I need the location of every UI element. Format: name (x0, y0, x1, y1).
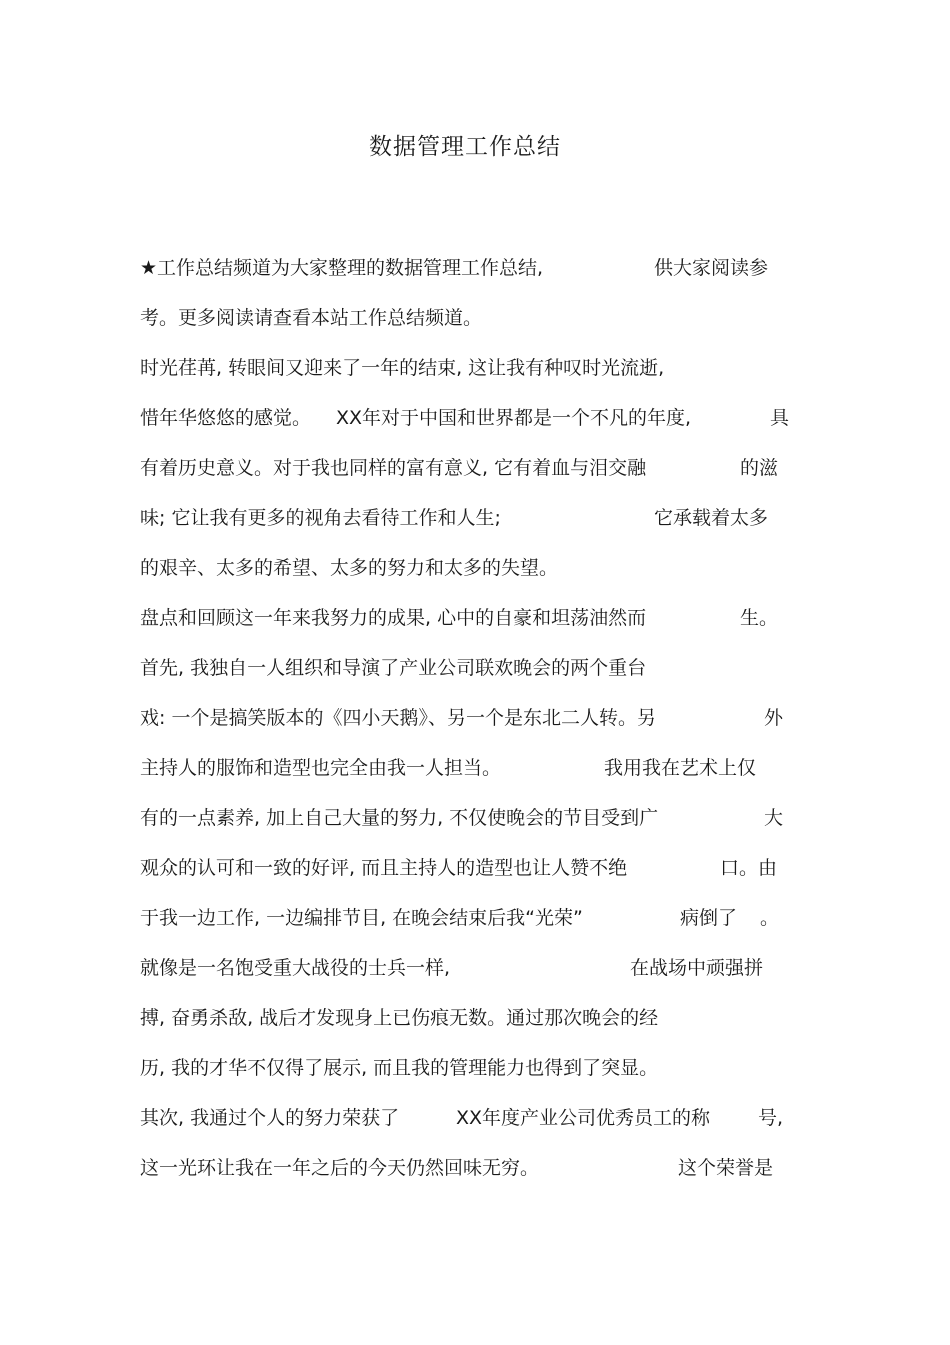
text-segment: 戏: 一个是搞笑版本的《四小天鹅》、另一个是东北二人转。另 (140, 707, 656, 729)
text-line (140, 703, 800, 733)
text-segment: 时光荏苒, 转眼间又迎来了一年的结束, 这让我有种叹时光流逝, (140, 357, 665, 379)
text-line (140, 403, 800, 433)
text-segment: 考。更多阅读请查看本站工作总结频道。 (140, 307, 483, 329)
text-line (140, 853, 800, 883)
text-segment: 。 (760, 907, 780, 929)
text-segment: 首先, 我独自一人组织和导演了产业公司联欢晚会的两个重台 (140, 657, 647, 679)
text-line (140, 353, 800, 383)
text-segment: 就像是一名饱受重大战役的士兵一样, (140, 957, 451, 979)
text-line (140, 753, 800, 783)
text-line (140, 1153, 800, 1183)
text-line (140, 903, 800, 933)
text-segment: 在战场中顽强拼 (630, 957, 764, 979)
text-segment: 号, (758, 1107, 784, 1129)
text-line (140, 603, 800, 633)
text-line (140, 1053, 800, 1083)
text-segment: XX年对于中国和世界都是一个不凡的年度, (336, 407, 692, 429)
text-segment: 病倒了 (680, 907, 738, 929)
text-segment: 惜年华悠悠的感觉。 (140, 407, 312, 429)
text-segment: 的艰辛、太多的希望、太多的努力和太多的失望。 (140, 557, 559, 579)
text-segment: 我用我在艺术上仅 (604, 757, 757, 779)
text-segment: 于我一边工作, 一边编排节目, 在晚会结束后我“光荣” (140, 907, 583, 929)
text-line (140, 653, 800, 683)
text-segment: 观众的认可和一致的好评, 而且主持人的造型也让人赞不绝 (140, 857, 628, 879)
text-segment: 这一光环让我在一年之后的今天仍然回味无穷。 (140, 1157, 540, 1179)
text-line (140, 1003, 800, 1033)
text-line (140, 1103, 800, 1133)
text-line (140, 553, 800, 583)
text-segment: 供大家阅读参 (654, 257, 769, 279)
text-segment: ★工作总结频道为大家整理的数据管理工作总结, (140, 257, 544, 279)
text-segment: 这个荣誉是 (678, 1157, 774, 1179)
text-segment: 它承载着太多 (654, 507, 769, 529)
text-segment: 的滋 (740, 457, 779, 479)
text-segment: 生。 (740, 607, 779, 629)
text-segment: 有着历史意义。对于我也同样的富有意义, 它有着血与泪交融 (140, 457, 647, 479)
text-segment: 口。由 (720, 857, 778, 879)
text-line (140, 503, 800, 533)
text-segment: 大 (764, 807, 784, 829)
text-segment: 盘点和回顾这一年来我努力的成果, 心中的自豪和坦荡油然而 (140, 607, 647, 629)
text-segment: 历, 我的才华不仅得了展示, 而且我的管理能力也得到了突显。 (140, 1057, 659, 1079)
text-segment: XX年度产业公司优秀员工的称 (456, 1107, 711, 1129)
text-line (140, 803, 800, 833)
text-segment: 外 (764, 707, 784, 729)
text-segment: 搏, 奋勇杀敌, 战后才发现身上已伤痕无数。通过那次晚会的经 (140, 1007, 659, 1029)
text-line (140, 303, 800, 333)
document-title: 数据管理工作总结 (369, 134, 561, 160)
text-line (140, 253, 800, 283)
text-segment: 主持人的服饰和造型也完全由我一人担当。 (140, 757, 502, 779)
text-line (140, 453, 800, 483)
text-segment: 味; 它让我有更多的视角去看待工作和人生; (140, 507, 501, 529)
text-segment: 具 (770, 407, 790, 429)
text-line (140, 953, 800, 983)
text-segment: 有的一点素养, 加上自己大量的努力, 不仅使晚会的节目受到广 (140, 807, 659, 829)
text-segment: 其次, 我通过个人的努力荣获了 (140, 1107, 400, 1129)
